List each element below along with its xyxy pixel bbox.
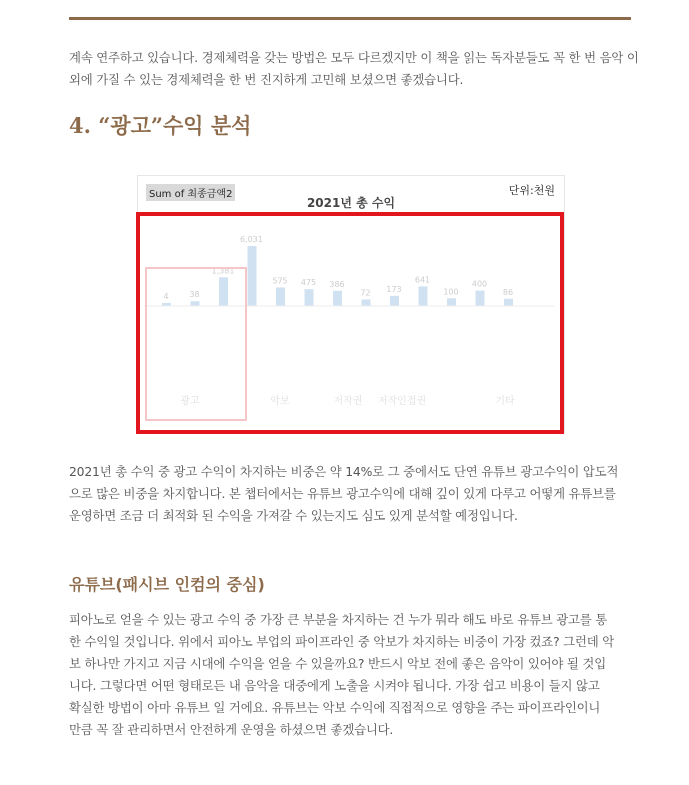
chart-title: 2021년 총 수익 — [306, 196, 396, 210]
bar-value-label: 475 — [300, 278, 317, 288]
revenue-chart-image — [137, 175, 565, 433]
bar-value-label: 38 — [189, 290, 200, 300]
bar-value-label: 100 — [443, 287, 459, 297]
highlight-box — [136, 212, 564, 434]
group-label: 기타 — [495, 396, 515, 407]
bar-value-label: 641 — [414, 275, 431, 285]
bar-value-label: 1,381 — [211, 266, 235, 276]
paragraph-2: 2021년 총 수익 중 광고 수익이 차지하는 비중은 약 14%로 그 중에서도 단연 유튜브 광고수익이 압도적으로 많은 비중을 차지합니다. 본 챕터에서는 유튜브 광고수익에 대해 깊이 있게 다루고 어떻게 유튜브를 운영하면 조금 더 최적화 된 수익을 가져갈 수 있는지도 심도 있게 분석할 예정입니다. — [69, 464, 619, 523]
bar-value-label: 173 — [386, 284, 402, 294]
group-label: 광고 — [180, 396, 200, 407]
bar-value-label: 6,031 — [240, 235, 263, 244]
divider — [69, 17, 631, 20]
group-label: 저작인접권 — [377, 396, 427, 407]
bar-value-label: 72 — [360, 288, 371, 298]
bar-value-label: 400 — [471, 279, 488, 289]
group-label: 악보 — [270, 396, 290, 407]
bar-value-label: 86 — [502, 287, 514, 297]
intro-paragraph: 계속 연주하고 있습니다. 경제체력을 갖는 방법은 모두 다르겠지만 이 책을 읽는 독자분들도 꼭 한 번 음악 이외에 가질 수 있는 경제체력을 한 번 진지하게 고민해 보셨으면 좋겠습니다. — [69, 50, 639, 87]
bar-value-label: 386 — [329, 279, 345, 289]
group-label: 저작권 — [333, 396, 363, 407]
paragraph-3: 피아노로 얻을 수 있는 광고 수익 중 가장 큰 부분을 차지하는 건 누가 뭐라 해도 바로 유튜브 광고를 통한 수익일 것입니다. 위에서 피아노 부업의 파이프라인 중 악보가 차지하는 비중이 가장 컸죠? 그런데 악보 하나만 가지고 지금 시대에 수익을 얻을 수 있을까요? 반드시 악보 전에 좋은 음악이 있어야 될 것입니다. 그렇다면 어떤 형태로든 내 음악을 대중에게 노출을 시켜야 됩니다. 가장 쉽고 비용이 들지 않고 확실한 방법이 아마 유튜브 일 거에요. 유튜브는 악보 수익에 직접적으로 영향을 주는 파이프라인이니 만큼 꼭 잘 관리하면서 안전하게 운영을 하셨으면 좋겠습니다. — [69, 612, 614, 737]
bar-value-label: 4 — [163, 292, 169, 301]
chart-legend: Sum of 최종금액2 — [146, 184, 235, 201]
section-heading: 4. “광고”수익 분석 — [69, 113, 252, 138]
chart-unit: 단위:천원 — [508, 184, 555, 197]
subheading: 유튜브(패시브 인컴의 중심) — [69, 575, 265, 594]
bar-value-label: 575 — [272, 276, 288, 286]
